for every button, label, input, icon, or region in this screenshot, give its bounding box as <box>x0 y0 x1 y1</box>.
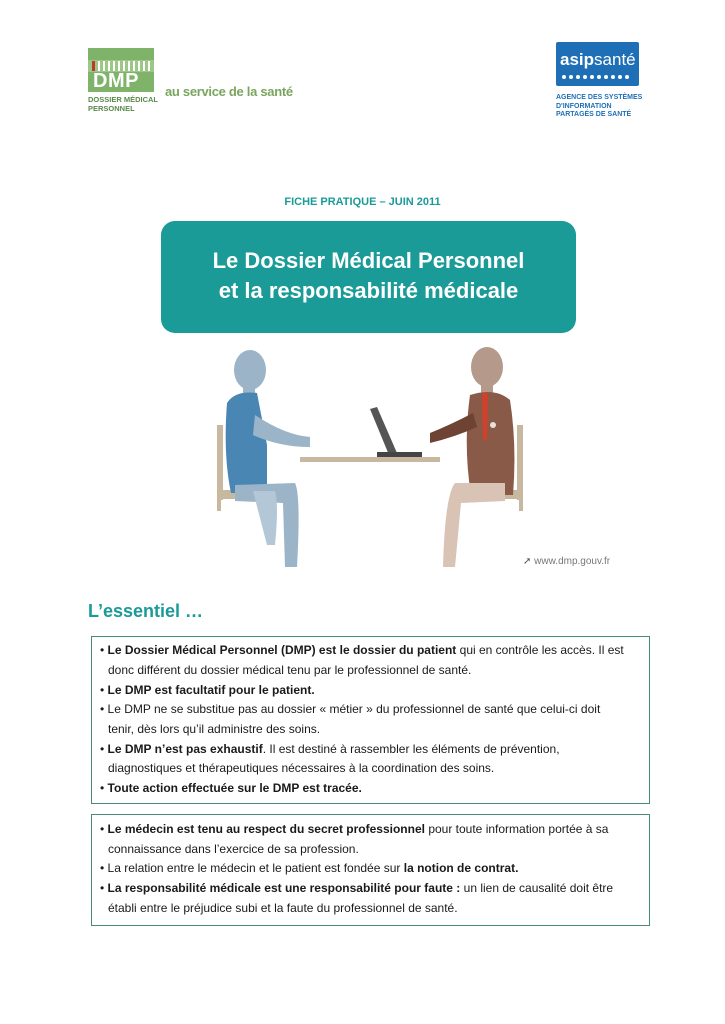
list-item: • Le DMP est facultatif pour le patient. <box>100 683 315 697</box>
dmp-tagline: au service de la santé <box>165 84 293 99</box>
list-item: • Toute action effectuée sur le DMP est tracée. <box>100 781 362 795</box>
list-item-continuation: établi entre le préjudice subi et la faute du professionnel de santé. <box>108 901 458 915</box>
laptop <box>370 407 422 457</box>
list-item: • Le DMP n’est pas exhaustif. Il est destiné à rassembler les éléments de prévention, <box>100 742 560 756</box>
doctor-figure <box>430 347 514 567</box>
list-item: • La responsabilité médicale est une responsabilité pour faute : un lien de causalité doit être <box>100 881 614 895</box>
asip-logo-subtitle <box>556 94 651 120</box>
consultation-illustration <box>205 345 535 570</box>
dmp-logo-sub-line1: DOSSIER MÉDICAL <box>88 95 159 104</box>
essentials-box-1 <box>91 636 650 804</box>
asip-dots-graphic <box>561 74 633 80</box>
patient-figure <box>226 350 310 567</box>
asip-sub-line1: AGENCE DES SYSTÈMES <box>556 94 643 101</box>
dmp-logo-mark <box>88 48 154 92</box>
title-line-2: et la responsabilité médicale <box>218 278 519 303</box>
section-heading: L’essentiel … <box>88 601 204 621</box>
title-banner <box>161 221 576 333</box>
asip-sante-logo <box>556 42 646 122</box>
website-link-text[interactable]: www.dmp.gouv.fr <box>534 556 611 567</box>
list-item: • La relation entre le médecin et le patient est fondée sur la notion de contrat. <box>100 861 519 875</box>
asip-logo-mark <box>556 42 639 86</box>
arrow-icon: ➚ <box>523 556 532 567</box>
list-item-continuation: connaissance dans l’exercice de sa profession. <box>108 842 359 856</box>
title-line-1: Le Dossier Médical Personnel <box>212 248 525 273</box>
essentials-box-2 <box>91 814 650 926</box>
asip-logo-word: asipsanté <box>560 50 636 69</box>
list-item-continuation: diagnostiques et thérapeutiques nécessaires à la coordination des soins. <box>108 761 495 775</box>
list-item: • Le médecin est tenu au respect du secret professionnel pour toute information portée à sa <box>100 822 609 836</box>
list-item-continuation: donc différent du dossier médical tenu par le professionnel de santé. <box>108 663 472 677</box>
dmp-logo-sub-line2: PERSONNEL <box>88 104 135 113</box>
list-item: • Le DMP ne se substitue pas au dossier « métier » du professionnel de santé que celui-ci doit <box>100 702 601 716</box>
desk <box>300 457 440 462</box>
dmp-logo-word: DMP <box>93 70 139 92</box>
asip-sub-line2: D'INFORMATION <box>556 102 612 110</box>
list-item: • Le Dossier Médical Personnel (DMP) est le dossier du patient qui en contrôle les accès. Il est <box>100 643 624 657</box>
website-link[interactable] <box>523 556 610 567</box>
asip-sub-line3: PARTAGÉS DE SANTÉ <box>556 111 632 118</box>
fiche-label: FICHE PRATIQUE – JUIN 2011 <box>284 196 441 208</box>
dmp-logo <box>88 48 159 118</box>
list-item-continuation: tenir, dès lors qu’il administre des soins. <box>108 722 321 736</box>
